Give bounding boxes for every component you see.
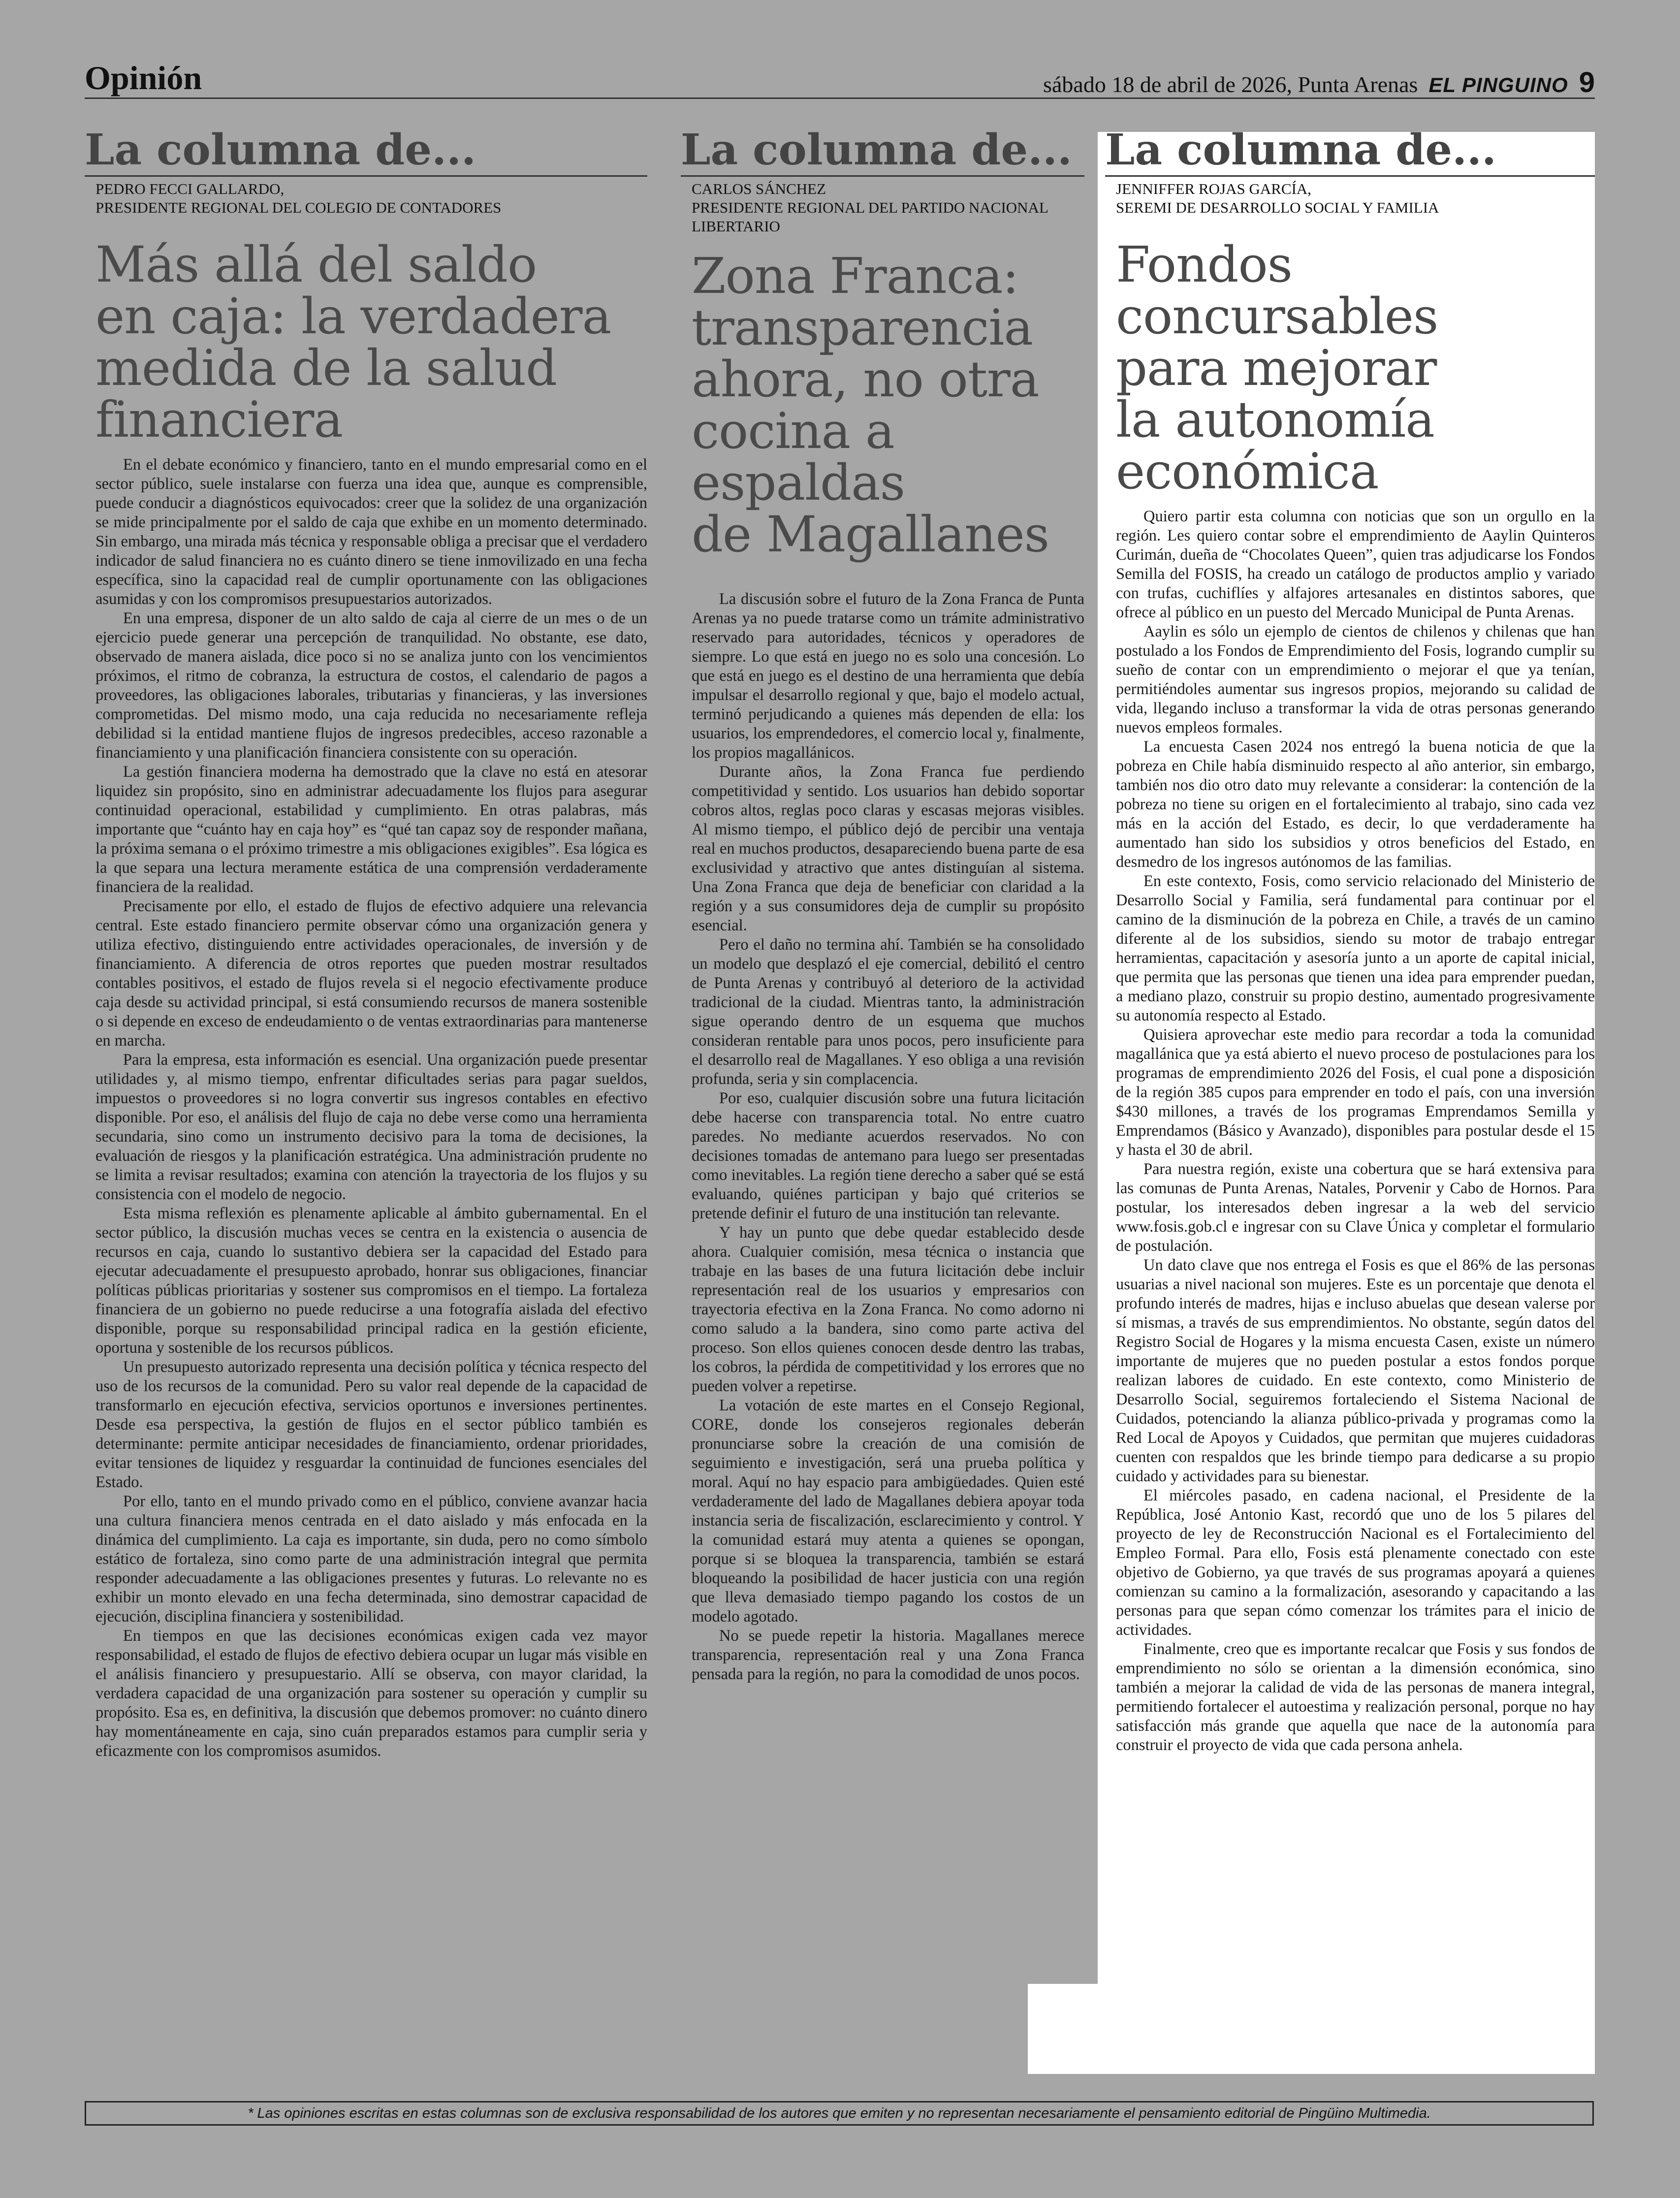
section-label: Opinión: [85, 59, 202, 96]
paragraph: Y hay un punto que debe quedar establecido desde ahora. Cualquier comisión, mesa técnica o instancia que trabaje en las bases de una futura licitación debe incluir representación real de los usuarios y empresarios con trayectoria efectiva en la Zona Franca. No como adorno ni como saludo a la bandera, sino como parte activa del proceso. Son ellos quienes conocen desde dentro las trabas, los cobros, la pérdida de competitividad y los errores que no pueden volver a repetirse.: [692, 1224, 1084, 1396]
title-line: transparencia: [692, 299, 1033, 357]
paragraph: Quiero partir esta columna con noticias que son un orgullo en la región. Les quiero contar sobre el emprendimiento de Aaylin Quinteros Curimán, dueña de “Chocolates Queen”, quien tras adjudicarse los Fondos Semilla del FOSIS, ha creado un catálogo de productos amplio y variado con trufas, cuchiflíes y alfajores artesanales en distintos sabores, que ofrece al público en un puesto del Mercado Municipal de Punta Arenas.: [1116, 507, 1595, 621]
article-title: [692, 247, 1084, 564]
author-name: CARLOS SÁNCHEZ: [692, 180, 826, 197]
author-name: PEDRO FECCI GALLARDO,: [95, 180, 285, 197]
paragraph: Finalmente, creo que es importante recalcar que Fosis y sus fondos de emprendimiento no sólo se orientan a la dimensión económica, sino también a mejorar la calidad de vida de las personas de manera integral, permitiendo fortalecer el autoestima y realización personal, porque no hay satisfacción más grande que aquella que nace de la autonomía para construir el proyecto de vida que cada persona anhela.: [1116, 1640, 1595, 1754]
paragraph: Pero el daño no termina ahí. También se ha consolidado un modelo que desplazó el eje comercial, debilitó el centro de Punta Arenas y contribuyó al deterioro de la actividad tradicional de la ciudad. Mientras tanto, la administración sigue operando dentro de un esquema que muchos consideran rentable para unos pocos, pero insuficiente para el desarrollo real de Magallanes. Y eso obliga a una revisión profunda, seria y sin complacencia.: [692, 936, 1084, 1088]
article-title: [1116, 235, 1595, 500]
paragraph: Un presupuesto autorizado representa una decisión política y técnica respecto del uso de los recursos de la comunidad. Pero su valor real depende de la capacidad de transformarlo en ejecución efectiva, servicios oportunos e inversiones pertinentes. Desde esa perspectiva, la gestión de flujos en el sector público también es determinante: permite anticipar necesidades de financiamiento, ordenar prioridades, evitar tensiones de liquidez y resguardar la continuidad de funciones esenciales del Estado.: [95, 1358, 647, 1491]
author-role: PRESIDENTE REGIONAL DEL COLEGIO DE CONTADORES: [95, 198, 502, 216]
title-line: la autonomía: [1116, 390, 1434, 448]
author-role: PRESIDENTE REGIONAL DEL PARTIDO NACIONAL LIBERTARIO: [692, 198, 1048, 235]
opinion-column-2: [681, 125, 1084, 1684]
disclaimer-box: * Las opiniones escritas en estas columnas son de exclusiva responsabilidad de los autores que emiten y no representan necesariamente el pensamiento editorial de Pingüino Multimedia.: [85, 2101, 1594, 2126]
paragraph: Para la empresa, esta información es esencial. Una organización puede presentar utilidades y, al mismo tiempo, enfrentar dificultades serias para pagar sueldos, impuestos o proveedores si no logra convertir sus ingresos contables en efectivo disponible. Por eso, el análisis del flujo de caja no debe verse como una herramienta secundaria, sino como un instrumento decisivo para la toma de decisiones, la evaluación de riesgos y la planificación estratégica. Una administración prudente no se limita a revisar resultados; examina con atención la trayectoria de los flujos y su consistencia con el modelo de negocio.: [95, 1051, 647, 1203]
paragraph: El miércoles pasado, en cadena nacional, el Presidente de la República, José Antonio Kast, recordó que uno de los 5 pilares del proyecto de ley de Reconstrucción Nacional es el Fortalecimiento del Empleo Formal. Para ello, Fosis está plenamente conectado con este objetivo de Gobierno, ya que través de sus programas apoyará a quienes comienzan su camino a la formalización, asesorando y capacitando a las personas para que sepan cómo comenzar los trámites para el inicio de actividades.: [1116, 1486, 1595, 1639]
paragraph: Para nuestra región, existe una cobertura que se hará extensiva para las comunas de Punta Arenas, Natales, Porvenir y Cabo de Hornos. Para postular, los interesados deben ingresar a la web del servicio www.fosis.gob.cl e ingresar con su Clave Única y completar el formulario de postulación.: [1116, 1160, 1595, 1255]
column-heading: La columna de...: [681, 125, 1072, 175]
author-name: JENNIFFER ROJAS GARCÍA,: [1116, 180, 1312, 197]
paragraph: La discusión sobre el futuro de la Zona Franca de Punta Arenas ya no puede tratarse como un trámite administrativo reservado para autoridades, técnicos y operadores de siempre. Lo que está en juego no es solo una concesión. Lo que está en juego es el destino de una herramienta que debía impulsar el desarrollo regional y que, bajo el modelo actual, terminó perjudicando a quienes más dependen de ella: los usuarios, los emprendedores, el comercio local y, finalmente, los propios magallánicos.: [692, 590, 1084, 762]
title-line: de Magallanes: [692, 506, 1049, 564]
paragraph: En tiempos en que las decisiones económicas exigen cada vez mayor responsabilidad, el estado de flujos de efectivo debiera ocupar un lugar más visible en el análisis financiero y presupuestario. Allí se observa, con mayor claridad, la verdadera capacidad de una organización para sostener su operación y cumplir su propósito. Esa es, en definitiva, la discusión que debemos promover: no cuánto dinero hay momentáneamente en caja, sino cuán preparados estamos para cumplir seria y eficazmente con los compromisos asumidos.: [95, 1626, 647, 1760]
opinion-column-1: [85, 125, 647, 1761]
paragraph: En una empresa, disponer de un alto saldo de caja al cierre de un mes o de un ejercicio puede generar una percepción de tranquilidad. No obstante, ese dato, observado de manera aislada, dice poco si no se analiza junto con los vencimientos próximos, el ritmo de cobranza, la estructura de costos, el calendario de pagos a proveedores, las obligaciones laborales, tributarias y financieras, y las inversiones comprometidas. Del mismo modo, una caja reducida no necesariamente refleja debilidad si la entidad mantiene flujos de ingresos predecibles, acceso razonable a financiamiento y una planificación financiera consistente con su operación.: [95, 609, 647, 762]
title-line: financiera: [95, 390, 343, 448]
paragraph: La votación de este martes en el Consejo Regional, CORE, donde los consejeros regionales deberán pronunciarse sobre la creación de una comisión de seguimiento e investigación, será una prueba política y moral. Aquí no hay espacio para ambigüedades. Quien esté verdaderamente del lado de Magallanes debiera apoyar toda instancia seria de fiscalización, esclarecimiento y control. Y la comunidad estará muy atenta a quienes se opongan, porque si se bloquea la transparencia, también se estará bloqueando la posibilidad de hacer justicia con una región que lleva demasiado tiempo pagando los costos de un modelo agotado.: [692, 1397, 1084, 1626]
author-role: SEREMI DE DESARROLLO SOCIAL Y FAMILIA: [1116, 198, 1439, 216]
title-line: Zona Franca:: [692, 247, 1019, 305]
opinion-column-3: [1105, 125, 1595, 1755]
paragraph: La gestión financiera moderna ha demostrado que la clave no está en atesorar liquidez sin propósito, sino en administrar adecuadamente los flujos para asegurar continuidad operacional, estabilidad y cumplimiento. En otras palabras, más importante que “cuánto hay en caja hoy” es “qué tan capaz soy de responder mañana, la próxima semana o el próximo trimestre a mis obligaciones exigibles”. Esa lógica es la que separa una lectura meramente estática de una comprensión verdaderamente financiera de la realidad.: [95, 763, 647, 896]
article-body: [681, 590, 1084, 1684]
paragraph: Durante años, la Zona Franca fue perdiendo competitividad y sentido. Los usuarios han debido soportar cobros altos, reglas poco claras y escasas mejoras visibles. Al mismo tiempo, el público dejó de percibir una ventaja real en muchos productos, desapareciendo buena parte de esa exclusividad y atractivo que antes distinguían al sistema. Una Zona Franca que deja de beneficiar con claridad a la región y a sus consumidores deja de cumplir su propósito esencial.: [692, 763, 1084, 935]
paragraph: En este contexto, Fosis, como servicio relacionado del Ministerio de Desarrollo Social y Familia, será fundamental para continuar por el camino de la disminución de la pobreza en Chile, a través de un camino diferente al de los subsidios, siendo su motor de trabajo entregar herramientas, capacitación y asesoría junto a un aporte de capital inicial, que permita que las personas que tienen una idea para emprender puedan, a mediano plazo, construir su propio destino, aumentado progresivamente su autonomía respecto al Estado.: [1116, 872, 1595, 1024]
paragraph: No se puede repetir la historia. Magallanes merece transparencia, representación real y una Zona Franca pensada para la región, no para la comodidad de unos pocos.: [692, 1627, 1084, 1684]
title-line: cocina a espaldas: [692, 402, 905, 512]
paragraph: La encuesta Casen 2024 nos entregó la buena noticia de que la pobreza en Chile había disminuido respecto al año anterior, sin embargo, también nos dio otro dato muy relevante a considerar: la contención de la pobreza no tiene su origen en el fortalecimiento al trabajo, sino cada vez más en la acción del Estado, es decir, lo que verdaderamente ha aumentado han sido los subsidios y otros beneficios del Estado, en desmedro de los ingresos autónomos de las familias.: [1116, 737, 1595, 871]
article-title: [95, 235, 647, 448]
highlight-panel-lower: [1028, 1984, 1595, 2074]
title-line: económica: [1116, 442, 1379, 500]
paragraph: En el debate económico y financiero, tanto en el mundo empresarial como en el sector público, suele instalarse con fuerza una idea que, aunque es comprensible, puede conducir a diagnósticos equivocados: creer que la solidez de una organización se mide principalmente por el saldo de caja que exhibe en un momento determinado. Sin embargo, una mirada más técnica y responsable obliga a precisar que el verdadero indicador de salud financiera no es cuánto dinero se tiene inmovilizado en una fecha específica, sino la capacidad real de cumplir oportunamente con las obligaciones asumidas y con los compromisos presupuestarios autorizados.: [95, 455, 647, 608]
paragraph: Por eso, cualquier discusión sobre una futura licitación debe hacerse con transparencia total. No entre cuatro paredes. No mediante acuerdos reservados. No con decisiones tomadas de antemano para luego ser presentadas como inevitables. La región tiene derecho a saber qué se está evaluando, quiénes participan y bajo qué criterios se pretende definir el futuro de una institución tan relevante.: [692, 1089, 1084, 1223]
title-line: en caja: la verdadera: [95, 287, 611, 345]
paragraph: Un dato clave que nos entrega el Fosis es que el 86% de las personas usuarias a nivel nacional son mujeres. Este es un porcentaje que denota el profundo interés de madres, hijas e incluso abuelas que desean valerse por sí mismas, a través de sus emprendimientos. No obstante, según datos del Registro Social de Hogares y la misma encuesta Casen, existe un número importante de mujeres que no pueden postular a estos fondos porque realizan labores de cuidado. En este contexto, como Ministerio de Desarrollo Social, seguiremos fortaleciendo el Sistema Nacional de Cuidados, potenciando la alianza público-privada y programas como la Red Local de Apoyos y Cuidados, que permitan que mujeres cuidadoras cuenten con respaldos que les brinde tiempo para dedicarse a su propio cuidado y actividades para su bienestar.: [1116, 1256, 1595, 1485]
author-byline: [85, 175, 647, 217]
author-byline: [681, 175, 1084, 235]
newspaper-logo: EL PINGUINO: [1428, 73, 1568, 96]
issue-date: sábado 18 de abril de 2026, Punta Arenas: [1043, 72, 1418, 97]
title-line: ahora, no otra: [692, 350, 1039, 409]
title-line: medida de la salud: [95, 339, 557, 397]
paragraph: Precisamente por ello, el estado de flujos de efectivo adquiere una relevancia central. Este estado financiero permite observar cómo una organización genera y utiliza efectivo, distinguiendo entre actividades operacionales, de inversión y de financiamiento. A diferencia de otros reportes que pueden mostrar resultados contables positivos, el estado de flujos revela si el negocio efectivamente produce caja desde su actividad principal, si está consumiendo recursos de manera sostenible o si depende en exceso de endeudamiento o de ventas extraordinarias para mantenerse en marcha.: [95, 897, 647, 1050]
column-heading: La columna de...: [85, 125, 476, 175]
page-header: [85, 59, 1595, 99]
header-meta: [1043, 66, 1595, 99]
article-body: [85, 455, 647, 1761]
paragraph: Por ello, tanto en el mundo privado como en el público, conviene avanzar hacia una cultura financiera menos centrada en el dato aislado y más enfocada en la dinámica del cumplimiento. La caja es importante, sin duda, pero no como símbolo estático de fortaleza, sino como parte de una administración integral que permita responder adecuadamente a las obligaciones presentes y futuras. Lo relevante no es exhibir un monto elevado en una fecha determinada, sino demostrar capacidad de ejecución, disciplina financiera y sostenibilidad.: [95, 1492, 647, 1625]
paragraph: Aaylin es sólo un ejemplo de cientos de chilenos y chilenas que han postulado a los Fondos de Emprendimiento del Fosis, logrando cumplir su sueño de contar con un emprendimiento o mejorar el que ya tenían, permitiéndoles aumentar sus ingresos propios, mejorando su calidad de vida, llegando incluso a transformar la vida de otras personas generando nuevos empleos formales.: [1116, 622, 1595, 736]
title-line: Fondos concursables: [1116, 235, 1438, 345]
column-heading: La columna de...: [1105, 125, 1496, 175]
paragraph: Esta misma reflexión es plenamente aplicable al ámbito gubernamental. En el sector público, la discusión muchas veces se centra en la existencia o ausencia de recursos en caja, cuando lo sustantivo debiera ser la capacidad del Estado para ejecutar adecuadamente el presupuesto aprobado, honrar sus obligaciones, financiar políticas públicas prioritarias y sostener sus compromisos en el tiempo. La fortaleza financiera de un gobierno no puede reducirse a una fotografía aislada del efectivo disponible, porque su responsabilidad principal radica en la gestión eficiente, oportuna y sostenible de los recursos públicos.: [95, 1204, 647, 1357]
page-number: 9: [1579, 66, 1595, 98]
paragraph: Quisiera aprovechar este medio para recordar a toda la comunidad magallánica que ya está abierto el nuevo proceso de postulaciones para los programas de emprendimiento 2026 del Fosis, el cual pone a disposición de la región 385 cupos para emprender en todo el país, con una inversión $430 millones, a través de los programas Emprendamos Semilla y Emprendamos (Básico y Avanzado), disponibles para postular desde el 15 y hasta el 30 de abril.: [1116, 1025, 1595, 1159]
title-line: Más allá del saldo: [95, 235, 537, 293]
article-body: [1105, 507, 1595, 1755]
title-line: para mejorar: [1116, 339, 1437, 397]
author-byline: [1105, 175, 1595, 217]
